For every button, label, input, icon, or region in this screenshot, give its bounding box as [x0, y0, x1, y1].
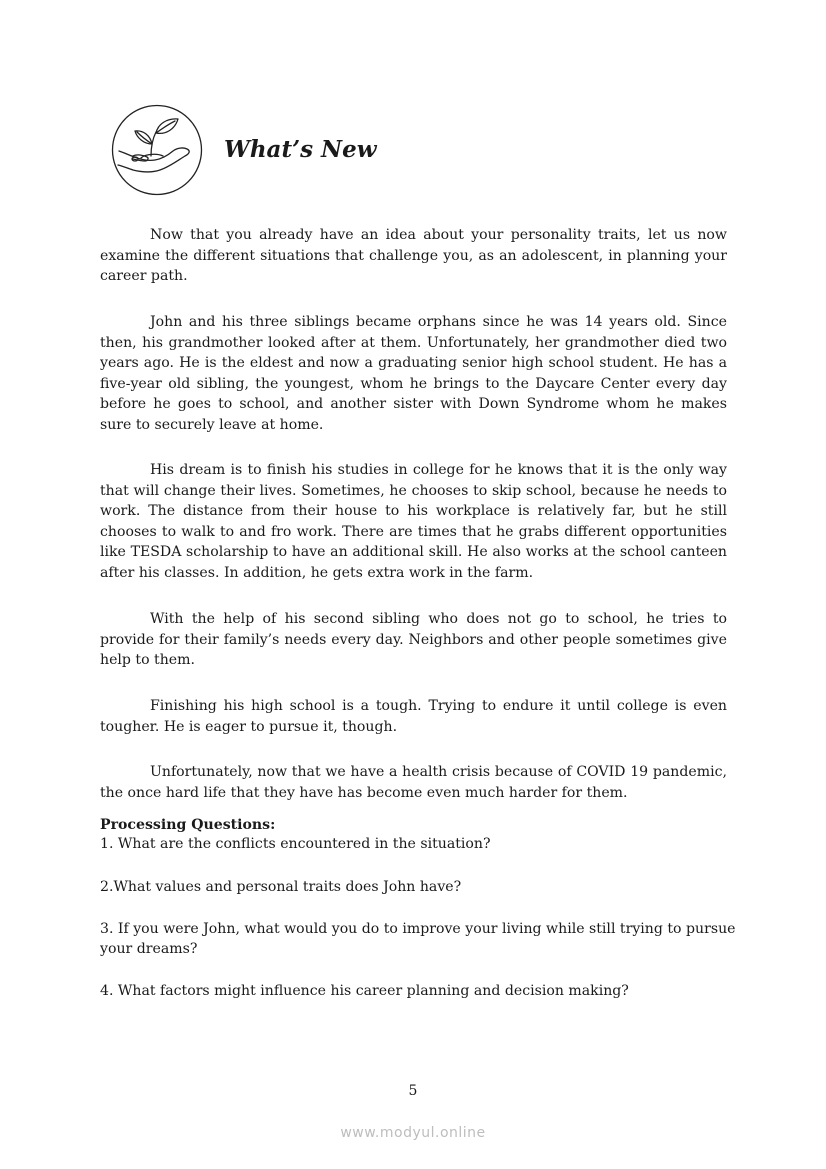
processing-questions-heading — [100, 815, 275, 835]
hand-holding-seedling-icon — [111, 104, 203, 196]
processing-questions-heading-colon: : — [270, 817, 276, 833]
intro-paragraph: Now that you already have an idea about your personality traits, let us now examine the different situations that challenge you, as an adolescent, in planning your career path. — [100, 227, 727, 284]
question-3: 3. If you were John, what would you do to improve your living while still trying to pursue your dreams? — [100, 921, 736, 957]
story-paragraph-1: John and his three siblings became orphans since he was 14 years old. Since then, his grandmother looked after at them. Unfortunately, her grandmother died two years ago. He is the eldest and now a graduating senior high school student. He has a five-year old sibling, the youngest, whom he brings to the Daycare Center every day before he goes to school, and another sister with Down Syndrome whom he makes sure to securely leave at home. — [100, 314, 727, 433]
question-4: 4. What factors might influence his career planning and decision making? — [100, 983, 629, 999]
story-paragraph-5: Unfortunately, now that we have a health crisis because of COVID 19 pandemic, the once hard life that they have has become even much harder for them. — [100, 764, 727, 801]
page-number: 5 — [408, 1083, 418, 1099]
story-paragraph-2: His dream is to finish his studies in college for he knows that it is the only way that will change their lives. Sometimes, he chooses to skip school, because he needs to work. The distance from their house to his workplace is relatively far, but he still chooses to walk to and fro work. There are times that he grabs different opportunities like TESDA scholarship to have an additional skill. He also works at the school canteen after his classes. In addition, he gets extra work in the farm. — [100, 462, 727, 581]
story-paragraph-3: With the help of his second sibling who does not go to school, he tries to provide for their family’s needs every day. Neighbors and other people sometimes give help to them. — [100, 611, 727, 668]
watermark: www.modyul.online — [340, 1125, 486, 1141]
section-title: What’s New — [224, 136, 377, 163]
story-paragraph-4: Finishing his high school is a tough. Trying to endure it until college is even tougher. He is eager to pursue it, though. — [100, 698, 727, 735]
question-2: 2.What values and personal traits does John have? — [100, 879, 462, 895]
processing-questions-heading-text: Processing Questions — [100, 817, 271, 833]
question-1: 1. What are the conflicts encountered in the situation? — [100, 836, 491, 852]
